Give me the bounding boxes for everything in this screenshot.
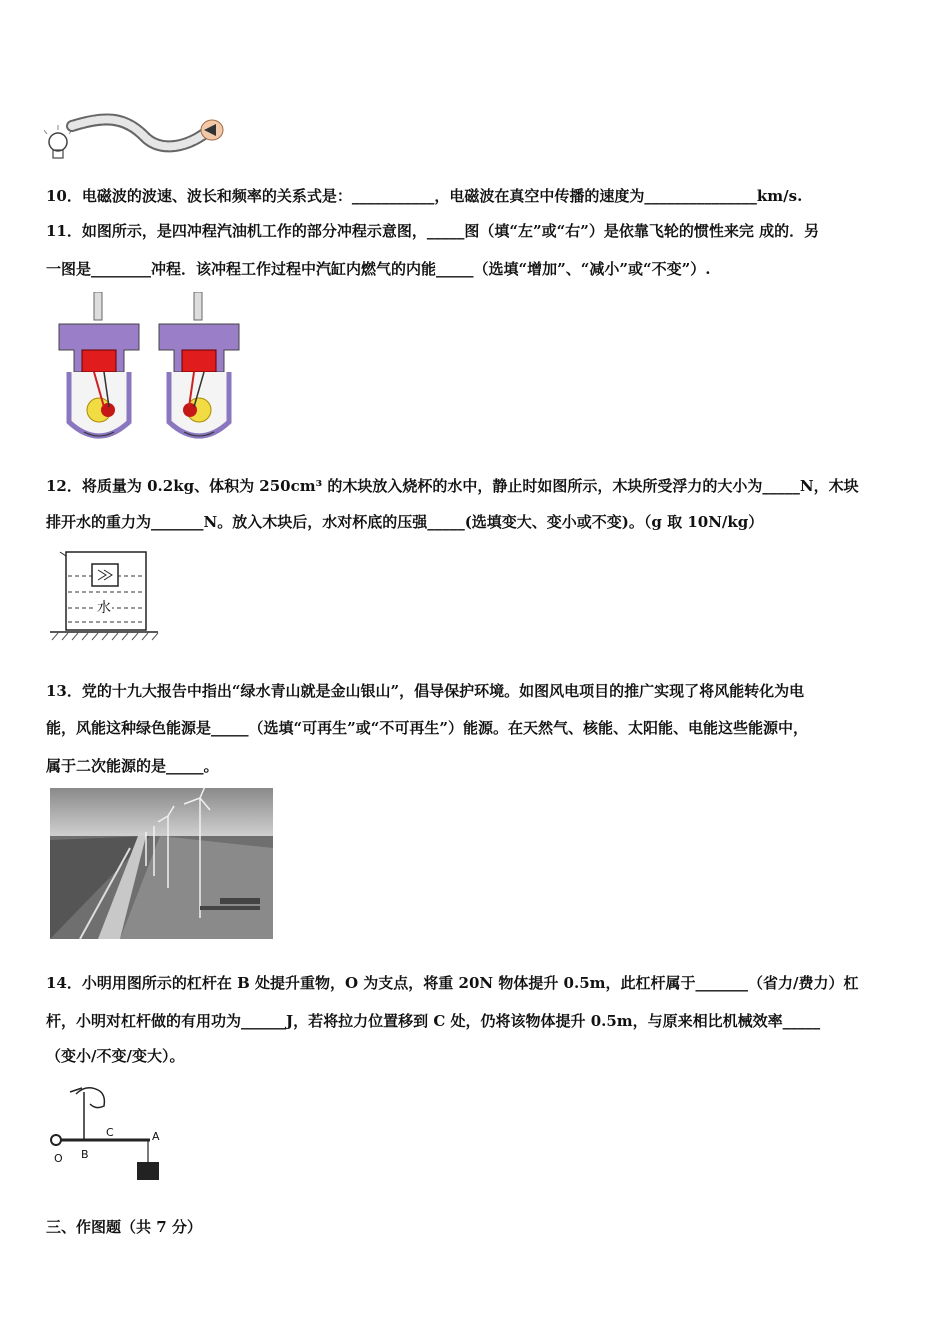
hand-icon xyxy=(70,1088,104,1108)
question-13-line-3: 属于二次能源的是_____。 xyxy=(46,757,219,775)
question-10: 10．电磁波的波速、波长和频率的关系式是：___________，电磁波在真空中传播的速度为_______________km/s. xyxy=(46,187,803,205)
wind-farm-photo xyxy=(50,788,273,939)
question-12-line-2: 排开水的重力为_______N。放入木块后，水对杯底的压强_____(选填变大、变小或不变)。（g 取 10N/kg） xyxy=(46,513,764,531)
engine-strokes-figure xyxy=(54,292,244,452)
engine-left xyxy=(59,292,139,436)
label-o: O xyxy=(54,1152,63,1165)
beaker-figure xyxy=(46,548,162,644)
question-13-line-1: 13．党的十九大报告中指出“绿水青山就是金山银山”，倡导保护环境。如图风电项目的推广实现了将风能转化为电 xyxy=(46,682,805,700)
engine-right xyxy=(159,292,239,436)
question-14-line-2: 杆，小明对杠杆做的有用功为______J，若将拉力位置移到 C 处，仍将该物体提升 0.5m，与原来相比机械效率_____ xyxy=(46,1012,821,1030)
question-12-line-1: 12．将质量为 0.2kg、体积为 250cm³ 的木块放入烧杯的水中，静止时如图所示，木块所受浮力的大小为_____N，木块 xyxy=(46,477,859,495)
label-b: B xyxy=(81,1148,89,1161)
eye-icon xyxy=(201,120,223,140)
question-11-line-2: 一图是________冲程．该冲程工作过程中汽缸内燃气的内能_____（选填“增加”、“减小”或“不变”）. xyxy=(46,260,711,278)
label-a: A xyxy=(152,1130,160,1143)
label-c: C xyxy=(106,1126,114,1139)
weight-block xyxy=(137,1162,159,1180)
question-14-line-1: 14．小明用图所示的杠杆在 B 处提升重物，O 为支点，将重 20N 物体提升 0.5m，此杠杆属于_______（省力/费力）杠 xyxy=(46,974,859,992)
question-14-line-3: （变小/不变/变大）。 xyxy=(46,1047,185,1065)
question-11-line-1: 11．如图所示，是四冲程汽油机工作的部分冲程示意图，_____图（填“左”或“右”）是依靠飞轮的惯性来完 成的．另 xyxy=(46,222,820,240)
fiber-optic-figure xyxy=(44,108,224,164)
wood-block xyxy=(92,564,118,586)
question-13-line-2: 能，风能这种绿色能源是_____（选填“可再生”或“不可再生”）能源。在天然气、核能、太阳能、电能这些能源中， xyxy=(46,719,809,737)
water-label: 水 xyxy=(96,597,112,617)
lever-figure xyxy=(46,1080,176,1184)
section-3-title: 三、作图题（共 7 分） xyxy=(46,1218,202,1236)
